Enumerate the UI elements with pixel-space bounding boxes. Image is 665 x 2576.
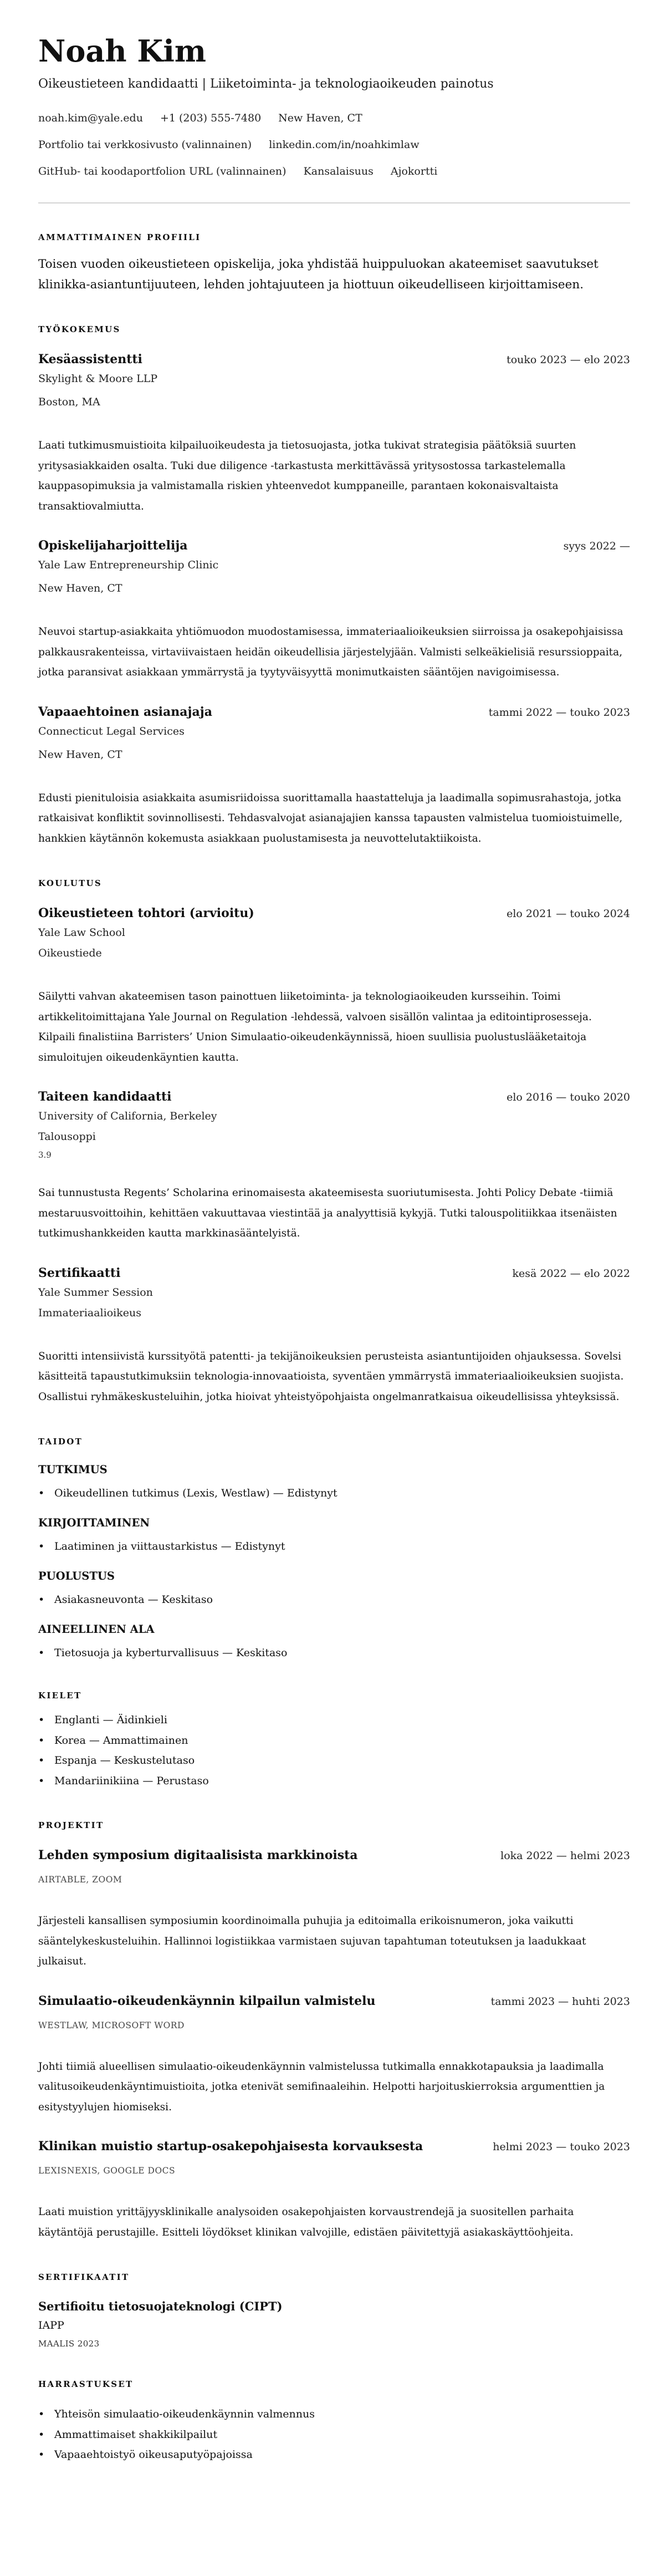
language-item: • Englanti — Äidinkieli [38, 1710, 630, 1730]
phone-number: +1 (203) 555-7480 [160, 112, 262, 124]
entry-title: Oikeustieteen tohtori (arvioitu) [38, 906, 254, 920]
skill-item: • Asiakasneuvonta — Keskitaso [38, 1591, 630, 1608]
entry-date: loka 2022 — helmi 2023 [500, 1850, 630, 1862]
entry-header [38, 537, 630, 555]
entry-description: Sai tunnustusta Regents’ Scholarina erinomaisesta akateemisesta suoriutumisesta. Johti Policy Debate -tiimiä mestaruusvoittoihin, kehittäen vakuuttavaa viestintää ja analyyttisiä kykyjä. Tutki talouspolitiikkaa itsenäisten tutkimushankkeiden kautta markkinasääntelyistä. [38, 1187, 617, 1239]
entry-title: Sertifikaatti [38, 1265, 121, 1280]
entry-description: Johti tiimiä alueellisen simulaatio-oikeudenkäynnin valmistelussa tutkimalla ennakkotapauksia ja laadimalla valitusoikeudenkäyntimuistioita, jotka etenivät semifinaaleihin. Helpotti harjoituskierroksia argumenttien ja esitystyylujen hiomiseksi. [38, 2060, 605, 2113]
entry-organization: Yale Law School [38, 926, 125, 939]
drivers-license: Ajokortti [390, 165, 438, 177]
contact-row [38, 110, 630, 126]
section-title: SERTIFIKAATIT [38, 2272, 130, 2282]
entry-description: Edusti pienituloisia asiakkaita asumisriidoissa suorittamalla haastatteluja ja laadimalla sopimusrahastoja, jotka ratkaisivat konfliktit sovinnollisesti. Tehdasvalvojat asianajajien kanssa tapausten valmistelua tuomioistuimelle, hankkien käytännön kokemusta asiakkaan puolustamisesta ja neuvottelutaktiikoista. [38, 792, 623, 844]
entry-organization: Yale Summer Session [38, 1286, 153, 1299]
skill-group-title: KIRJOITTAMINEN [38, 1516, 150, 1529]
profile-text: Toisen vuoden oikeustieteen opiskelija, joka yhdistää huippuluokan akateemiset saavutukset klinikka-asiantuntijuuteen, lehden johtajuuteen ja hiottuun oikeudelliseen kirjoittamiseen. [38, 257, 598, 292]
entry-location: New Haven, CT [38, 748, 122, 761]
citizenship: Kansalaisuus [303, 165, 374, 177]
entry-organization: Skylight & Moore LLP [38, 373, 158, 385]
skill-group-title: TUTKIMUS [38, 1463, 108, 1476]
hobby-item: • Vapaaehtoistyö oikeusaputyöpajoissa [38, 2445, 630, 2465]
entry-title: Simulaatio-oikeudenkäynnin kilpailun valmistelu [38, 1993, 376, 2008]
entry-header [38, 904, 630, 923]
entry-header [38, 1992, 630, 2010]
entry-title: Taiteen kandidaatti [38, 1090, 172, 1104]
email-link[interactable]: noah.kim@yale.edu [38, 112, 143, 124]
entry-date: elo 2021 — touko 2024 [507, 908, 630, 920]
certification-issuer: IAPP [38, 2319, 64, 2331]
language-item: • Espanja — Keskustelutaso [38, 1750, 630, 1771]
entry-description: Neuvoi startup-asiakkaita yhtiömuodon muodostamisessa, immateriaalioikeuksien siirroissa ja osakepohjaisissa palkkausrakenteissa, virtaviivaistaen heidän oikeudellisia järjestelyjään. Valmisti selkeäkielisiä resurssioppaita, jotka paransivat asiakkaan ymmärrystä ja tyytyväisyyttä monimutkaisten sääntöjen navigoimisessa. [38, 626, 623, 678]
experience-entry [38, 350, 630, 517]
entry-date: touko 2023 — elo 2023 [507, 354, 630, 366]
skill-list [38, 1485, 630, 1501]
contact-row [38, 137, 630, 152]
entry-location: Boston, MA [38, 396, 100, 408]
header-divider [38, 202, 630, 203]
skill-list [38, 1538, 630, 1555]
github-link[interactable]: GitHub- tai koodaportfolion URL (valinnainen) [38, 165, 287, 177]
hobby-item: • Yhteisön simulaatio-oikeudenkäynnin valmennus [38, 2404, 630, 2425]
portfolio-link[interactable]: Portfolio tai verkkosivusto (valinnainen) [38, 139, 252, 151]
skill-item: • Laatiminen ja viittaustarkistus — Edistynyt [38, 1538, 630, 1555]
project-entry [38, 2137, 630, 2243]
certification-title: Sertifioitu tietosuojateknologi (CIPT) [38, 2299, 283, 2313]
section-title: AMMATTIMAINEN PROFIILI [38, 232, 201, 242]
entry-title: Klinikan muistio startup-osakepohjaisesta korvauksesta [38, 2139, 423, 2154]
location: New Haven, CT [278, 112, 362, 124]
certifications-section [38, 2272, 630, 2350]
resume-header [38, 33, 630, 179]
section-title: KIELET [38, 1691, 82, 1701]
entry-field-of-study: Immateriaalioikeus [38, 1306, 141, 1319]
entry-header [38, 1846, 630, 1865]
skill-item: • Oikeudellinen tutkimus (Lexis, Westlaw) — Edistynyt [38, 1485, 630, 1501]
skill-group-title: AINEELLINEN ALA [38, 1623, 155, 1636]
skill-list [38, 1591, 630, 1608]
section-title: PROJEKTIT [38, 1820, 104, 1830]
section-title: KOULUTUS [38, 878, 103, 888]
entry-field-of-study: Talousoppi [38, 1131, 96, 1143]
experience-entry [38, 703, 630, 849]
linkedin-link[interactable]: linkedin.com/in/noahkimlaw [269, 139, 420, 151]
entry-title: Kesäassistentti [38, 352, 142, 366]
entry-tech-stack: WESTLAW, MICROSOFT WORD [38, 2020, 185, 2030]
entry-date: kesä 2022 — elo 2022 [512, 1267, 630, 1280]
hobby-item: • Ammattimaiset shakkikilpailut [38, 2425, 630, 2445]
projects-section [38, 1820, 630, 2243]
contact-row [38, 164, 630, 179]
entry-date: tammi 2022 — touko 2023 [488, 706, 630, 719]
entry-tech-stack: AIRTABLE, ZOOM [38, 1875, 122, 1885]
certification-date: MAALIS 2023 [38, 2339, 100, 2349]
entry-organization: Connecticut Legal Services [38, 725, 185, 737]
profile-section [38, 232, 630, 295]
entry-description: Laati tutkimusmuistioita kilpailuoikeudesta ja tietosuojasta, jotka tukivat strategisia päätöksiä suurten yritysasiakkaiden osalta. Tuki due diligence -tarkastusta merkittävässä yritysostossa tarkastelemalla kauppasopimuksia ja valmistamalla riskien yhteenvedot kumppaneille, parantaen kokonaisvaltaista transaktiovalmiutta. [38, 440, 576, 512]
entry-title: Lehden symposium digitaalisista markkinoista [38, 1848, 358, 1862]
section-title: TAIDOT [38, 1437, 83, 1447]
entry-title: Opiskelijaharjoittelija [38, 538, 188, 553]
section-title: TYÖKOKEMUS [38, 324, 121, 334]
entry-header [38, 2137, 630, 2156]
project-entry [38, 1846, 630, 1972]
entry-header [38, 350, 630, 369]
entry-description: Laati muistion yrittäjyysklinikalle analysoiden osakepohjaisten korvaustrendejä ja suositellen parhaita käytäntöjä perustajille. Esitteli löydökset klinikan valvojille, edistäen päivitettyjä asiakaskäyttöohjeita. [38, 2206, 574, 2238]
entry-date: tammi 2023 — huhti 2023 [490, 1995, 630, 2008]
section-title: HARRASTUKSET [38, 2379, 134, 2389]
entry-tech-stack: LEXISNEXIS, GOOGLE DOCS [38, 2166, 176, 2176]
education-entry [38, 1088, 630, 1244]
project-entry [38, 1992, 630, 2118]
entry-field-of-study: Oikeustiede [38, 947, 102, 959]
education-entry [38, 904, 630, 1068]
entry-gpa: 3.9 [38, 1150, 52, 1160]
language-item: • Mandariinikiina — Perustaso [38, 1771, 630, 1791]
candidate-headline: Oikeustieteen kandidaatti | Liiketoiminta- ja teknologiaoikeuden painotus [38, 77, 494, 91]
education-entry [38, 1264, 630, 1408]
entry-description: Suoritti intensiivistä kurssityötä patentti- ja tekijänoikeuksien perusteista asiantuntijoiden ohjauksessa. Sovelsi käsitteitä tapaustutkimuksiin teknologia-innovaatioista, syventäen ymmärrystä immateriaalioikeuksien suojista. Osallistui ryhmäkeskusteluihin, jotka hioivat yhteistyöpohjaista ongelmanratkaisua oikeudellisissa yhteyksissä. [38, 1350, 624, 1403]
entry-title: Vapaaehtoinen asianajaja [38, 704, 212, 719]
skill-item: • Tietosuoja ja kyberturvallisuus — Keskitaso [38, 1645, 630, 1661]
entry-organization: University of California, Berkeley [38, 1110, 217, 1122]
entry-organization: Yale Law Entrepreneurship Clinic [38, 559, 219, 571]
hobbies-section [38, 2379, 630, 2465]
skill-group-title: PUOLUSTUS [38, 1570, 115, 1582]
certification-entry [38, 2298, 630, 2350]
education-section [38, 878, 630, 1407]
entry-header [38, 703, 630, 721]
languages-section [38, 1690, 630, 1791]
candidate-name: Noah Kim [38, 33, 207, 69]
entry-date: syys 2022 — [563, 540, 630, 552]
language-item: • Korea — Ammattimainen [38, 1730, 630, 1751]
entry-date: elo 2016 — touko 2020 [507, 1091, 630, 1103]
entry-location: New Haven, CT [38, 582, 122, 594]
skills-section [38, 1436, 630, 1661]
entry-header [38, 1088, 630, 1106]
skill-list [38, 1645, 630, 1661]
entry-header [38, 1264, 630, 1282]
entry-description: Säilytti vahvan akateemisen tason painottuen liiketoiminta- ja teknologiaoikeuden kursseihin. Toimi artikkelitoimittajana Yale Journal on Regulation -lehdessä, valvoen sisällön valintaa ja editointiprosesseja. Kilpaili finalistiina Barristers’ Union Simulaatio-oikeudenkäynnissä, hioen suullisia puolustuslääketaitoja simuloitujen oikeudenkäyntien kautta. [38, 991, 592, 1063]
entry-date: helmi 2023 — touko 2023 [493, 2141, 630, 2153]
experience-entry [38, 537, 630, 683]
experience-section [38, 324, 630, 849]
entry-description: Järjesteli kansallisen symposiumin koordinoimalla puhujia ja editoimalla erikoisnumeron, joka vaikutti sääntelykeskusteluihin. Hallinnoi logistiikkaa varmistaen sujuvan tapahtuman toteutuksen ja laadukkaat julkaisut. [38, 1915, 586, 1967]
